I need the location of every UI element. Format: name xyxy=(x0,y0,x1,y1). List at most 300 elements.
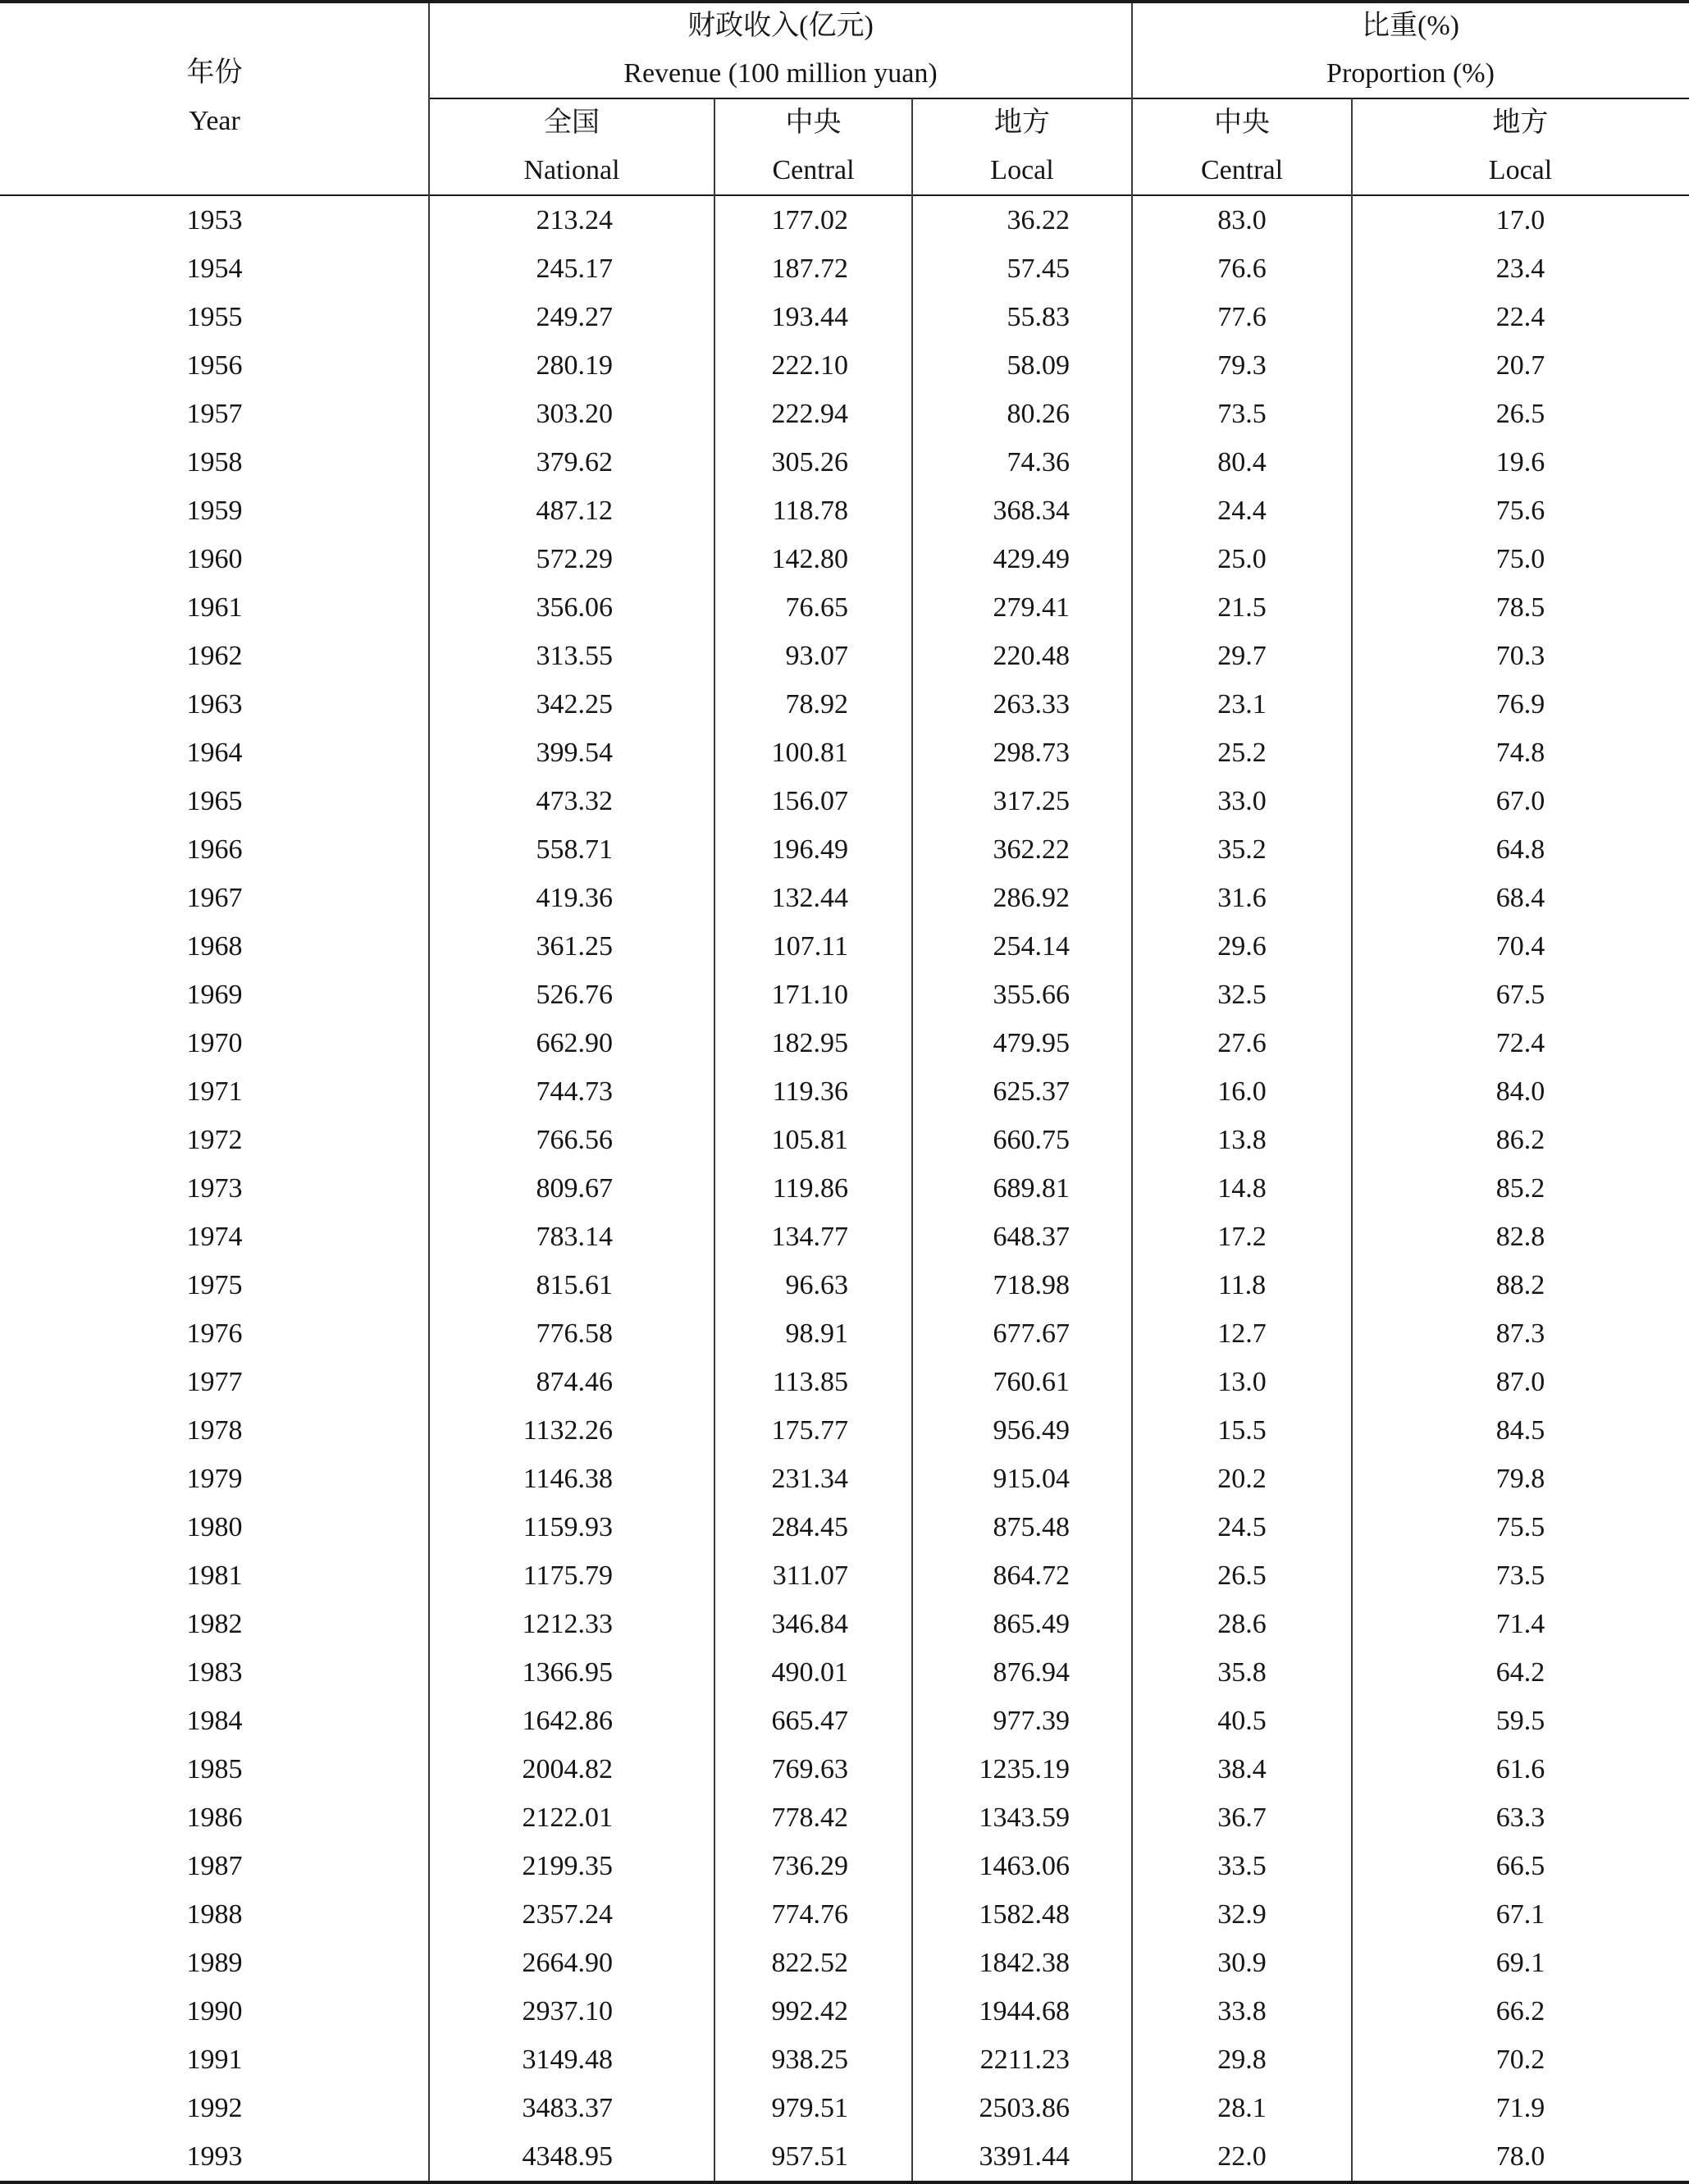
table-row xyxy=(0,293,1689,341)
table-row xyxy=(0,1503,1689,1551)
local-revenue-cell: 1582.48 xyxy=(979,1899,1070,1930)
local-revenue-cell: 875.48 xyxy=(993,1512,1070,1542)
local-revenue-cell: 429.49 xyxy=(993,544,1070,574)
year-cell: 1971 xyxy=(186,1076,243,1107)
year-cell: 1978 xyxy=(186,1415,243,1446)
table-row xyxy=(0,874,1689,922)
national-header-en: National xyxy=(523,155,620,185)
central-proportion-cell: 40.5 xyxy=(1217,1706,1267,1736)
table-row xyxy=(0,1697,1689,1745)
table-row xyxy=(0,1455,1689,1503)
local-proportion-cell: 70.3 xyxy=(1495,641,1545,671)
local-proportion-cell: 75.6 xyxy=(1495,496,1545,526)
national-revenue-cell: 249.27 xyxy=(536,302,613,332)
year-cell: 1990 xyxy=(186,1996,243,2026)
year-cell: 1959 xyxy=(186,496,243,526)
local-revenue-cell: 279.41 xyxy=(993,592,1070,623)
central-revenue-cell: 171.10 xyxy=(771,980,848,1010)
year-cell: 1957 xyxy=(186,399,243,429)
local-revenue-cell: 689.81 xyxy=(993,1173,1070,1204)
central-revenue-cell: 96.63 xyxy=(785,1270,848,1300)
central-revenue-cell: 107.11 xyxy=(772,931,848,962)
year-cell: 1976 xyxy=(186,1318,243,1349)
table-bottom-rule xyxy=(0,2181,1689,2184)
central-proportion-cell: 33.5 xyxy=(1217,1851,1267,1881)
central-proportion-cell: 33.8 xyxy=(1217,1996,1267,2026)
table-row xyxy=(0,2084,1689,2132)
central-revenue-cell: 778.42 xyxy=(771,1802,848,1833)
central-revenue-cell: 119.36 xyxy=(772,1076,848,1107)
local-revenue-cell: 55.83 xyxy=(1007,302,1070,332)
year-cell: 1953 xyxy=(186,205,243,235)
table-row xyxy=(0,1648,1689,1697)
national-revenue-cell: 3483.37 xyxy=(522,2093,613,2123)
table-row xyxy=(0,1842,1689,1890)
local-revenue-cell: 254.14 xyxy=(993,931,1070,962)
table-row xyxy=(0,1116,1689,1164)
local-revenue-cell: 760.61 xyxy=(993,1367,1070,1397)
year-cell: 1970 xyxy=(186,1028,243,1058)
national-revenue-cell: 399.54 xyxy=(536,738,613,768)
central-proportion-cell: 13.8 xyxy=(1217,1125,1267,1155)
central-revenue-cell: 992.42 xyxy=(771,1996,848,2026)
local-proportion-cell: 84.5 xyxy=(1495,1415,1545,1446)
table-row xyxy=(0,2132,1689,2181)
national-revenue-cell: 776.58 xyxy=(536,1318,613,1349)
local-revenue-cell: 625.37 xyxy=(993,1076,1070,1107)
central-header-zh: 中央 xyxy=(785,107,842,138)
central-revenue-cell: 490.01 xyxy=(771,1657,848,1688)
table-row xyxy=(0,2036,1689,2084)
local-proportion-cell: 76.9 xyxy=(1495,689,1545,720)
local-proportion-cell: 78.5 xyxy=(1495,592,1545,623)
table-row xyxy=(0,825,1689,874)
central-proportion-cell: 35.2 xyxy=(1217,834,1267,865)
national-revenue-cell: 419.36 xyxy=(536,883,613,913)
local-revenue-cell: 2211.23 xyxy=(979,2045,1070,2075)
national-revenue-cell: 303.20 xyxy=(536,399,613,429)
table-row xyxy=(0,729,1689,777)
table-row xyxy=(0,1213,1689,1261)
central-revenue-cell: 132.44 xyxy=(771,883,848,913)
table-row xyxy=(0,1600,1689,1648)
table-row xyxy=(0,1406,1689,1455)
table-row xyxy=(0,1309,1689,1358)
local-header-en: Local xyxy=(990,155,1054,185)
central-proportion-cell: 79.3 xyxy=(1217,350,1267,381)
central-revenue-cell: 938.25 xyxy=(771,2045,848,2075)
national-revenue-cell: 473.32 xyxy=(536,786,613,816)
year-cell: 1956 xyxy=(186,350,243,381)
national-revenue-cell: 313.55 xyxy=(536,641,613,671)
central-revenue-cell: 177.02 xyxy=(771,205,848,235)
national-revenue-cell: 1212.33 xyxy=(522,1609,613,1639)
local-proportion-cell: 70.2 xyxy=(1495,2045,1545,2075)
local-revenue-cell: 80.26 xyxy=(1007,399,1070,429)
central-revenue-cell: 193.44 xyxy=(771,302,848,332)
central-header-en: Central xyxy=(772,155,855,185)
local-proportion-cell: 67.0 xyxy=(1495,786,1545,816)
central-proportion-cell: 76.6 xyxy=(1217,254,1267,284)
year-header-zh: 年份 xyxy=(186,57,243,88)
table-row xyxy=(0,1358,1689,1406)
central-proportion-cell: 28.6 xyxy=(1217,1609,1267,1639)
local-proportion-cell: 66.5 xyxy=(1495,1851,1545,1881)
local-revenue-cell: 1944.68 xyxy=(979,1996,1070,2026)
year-header-en: Year xyxy=(189,106,240,136)
proportion-group-header-zh: 比重(%) xyxy=(1362,11,1459,41)
central-proportion-cell: 32.5 xyxy=(1217,980,1267,1010)
year-cell: 1986 xyxy=(186,1802,243,1833)
central-proportion-cell: 27.6 xyxy=(1217,1028,1267,1058)
year-cell: 1983 xyxy=(186,1657,243,1688)
year-cell: 1991 xyxy=(186,2045,243,2075)
central-proportion-cell: 32.9 xyxy=(1217,1899,1267,1930)
year-cell: 1954 xyxy=(186,254,243,284)
year-cell: 1992 xyxy=(186,2093,243,2123)
central-revenue-cell: 98.91 xyxy=(785,1318,848,1349)
year-cell: 1961 xyxy=(186,592,243,623)
local-proportion-cell: 84.0 xyxy=(1495,1076,1545,1107)
year-cell: 1993 xyxy=(186,2141,243,2172)
local-proportion-cell: 88.2 xyxy=(1495,1270,1545,1300)
national-revenue-cell: 1175.79 xyxy=(523,1560,613,1591)
national-revenue-cell: 342.25 xyxy=(536,689,613,720)
central-proportion-cell: 22.0 xyxy=(1217,2141,1267,2172)
year-cell: 1981 xyxy=(186,1560,243,1591)
local-proportion-cell: 82.8 xyxy=(1495,1222,1545,1252)
local-revenue-cell: 876.94 xyxy=(993,1657,1070,1688)
central-proportion-cell: 24.5 xyxy=(1217,1512,1267,1542)
table-row xyxy=(0,922,1689,971)
local-proportion-cell: 70.4 xyxy=(1495,931,1545,962)
year-cell: 1975 xyxy=(186,1270,243,1300)
central-revenue-cell: 119.86 xyxy=(772,1173,848,1204)
revenue-group-header-en: Revenue (100 million yuan) xyxy=(623,58,938,89)
central-revenue-cell: 78.92 xyxy=(785,689,848,720)
national-revenue-cell: 766.56 xyxy=(536,1125,613,1155)
local-revenue-cell: 57.45 xyxy=(1007,254,1070,284)
year-cell: 1985 xyxy=(186,1754,243,1784)
local-proportion-cell: 59.5 xyxy=(1495,1706,1545,1736)
proportion-group-header-en: Proportion (%) xyxy=(1326,58,1495,89)
central-revenue-cell: 93.07 xyxy=(785,641,848,671)
central-proportion-cell: 30.9 xyxy=(1217,1948,1267,1978)
local-proportion-cell: 17.0 xyxy=(1495,205,1545,235)
national-revenue-cell: 572.29 xyxy=(536,544,613,574)
national-revenue-cell: 2199.35 xyxy=(522,1851,613,1881)
central-revenue-cell: 305.26 xyxy=(771,447,848,477)
national-revenue-cell: 1366.95 xyxy=(522,1657,613,1688)
table-row xyxy=(0,1745,1689,1793)
central-revenue-cell: 222.94 xyxy=(771,399,848,429)
year-cell: 1960 xyxy=(186,544,243,574)
local-proportion-cell: 78.0 xyxy=(1495,2141,1545,2172)
local-proportion-cell: 69.1 xyxy=(1495,1948,1545,1978)
table-row xyxy=(0,487,1689,535)
national-revenue-cell: 245.17 xyxy=(536,254,613,284)
national-revenue-cell: 487.12 xyxy=(536,496,613,526)
table-row xyxy=(0,583,1689,632)
central-proportion-cell: 25.0 xyxy=(1217,544,1267,574)
local-revenue-cell: 220.48 xyxy=(993,641,1070,671)
local-revenue-cell: 915.04 xyxy=(993,1464,1070,1494)
local-proportion-cell: 68.4 xyxy=(1495,883,1545,913)
year-cell: 1980 xyxy=(186,1512,243,1542)
local-proportion-cell: 85.2 xyxy=(1495,1173,1545,1204)
local-revenue-cell: 1463.06 xyxy=(979,1851,1070,1881)
central-revenue-cell: 134.77 xyxy=(771,1222,848,1252)
year-cell: 1987 xyxy=(186,1851,243,1881)
year-cell: 1973 xyxy=(186,1173,243,1204)
national-revenue-cell: 558.71 xyxy=(536,834,613,865)
central-revenue-cell: 231.34 xyxy=(771,1464,848,1494)
local-proportion-cell: 23.4 xyxy=(1495,254,1545,284)
national-revenue-cell: 1642.86 xyxy=(522,1706,613,1736)
central-proportion-cell: 25.2 xyxy=(1217,738,1267,768)
local-revenue-cell: 355.66 xyxy=(993,980,1070,1010)
table-row xyxy=(0,341,1689,390)
proportion-central-header-en: Central xyxy=(1200,155,1284,185)
local-proportion-cell: 63.3 xyxy=(1495,1802,1545,1833)
year-cell: 1958 xyxy=(186,447,243,477)
local-proportion-cell: 87.3 xyxy=(1495,1318,1545,1349)
national-revenue-cell: 2004.82 xyxy=(522,1754,613,1784)
year-cell: 1984 xyxy=(186,1706,243,1736)
central-revenue-cell: 142.80 xyxy=(771,544,848,574)
year-cell: 1963 xyxy=(186,689,243,720)
national-revenue-cell: 2937.10 xyxy=(522,1996,613,2026)
year-cell: 1974 xyxy=(186,1222,243,1252)
national-revenue-cell: 379.62 xyxy=(536,447,613,477)
table-row xyxy=(0,196,1689,244)
central-revenue-cell: 100.81 xyxy=(771,738,848,768)
central-revenue-cell: 736.29 xyxy=(771,1851,848,1881)
year-cell: 1977 xyxy=(186,1367,243,1397)
year-cell: 1988 xyxy=(186,1899,243,1930)
table-row xyxy=(0,390,1689,438)
table-row xyxy=(0,1067,1689,1116)
national-revenue-cell: 4348.95 xyxy=(522,2141,613,2172)
local-revenue-cell: 660.75 xyxy=(993,1125,1070,1155)
central-revenue-cell: 979.51 xyxy=(771,2093,848,2123)
central-proportion-cell: 21.5 xyxy=(1217,592,1267,623)
central-revenue-cell: 156.07 xyxy=(771,786,848,816)
local-proportion-cell: 67.1 xyxy=(1495,1899,1545,1930)
revenue-group-header-zh: 财政收入(亿元) xyxy=(687,11,874,41)
national-revenue-cell: 815.61 xyxy=(536,1270,613,1300)
central-proportion-cell: 31.6 xyxy=(1217,883,1267,913)
central-proportion-cell: 29.6 xyxy=(1217,931,1267,962)
central-revenue-cell: 222.10 xyxy=(771,350,848,381)
local-proportion-cell: 87.0 xyxy=(1495,1367,1545,1397)
national-revenue-cell: 2664.90 xyxy=(522,1948,613,1978)
year-cell: 1968 xyxy=(186,931,243,962)
central-proportion-cell: 23.1 xyxy=(1217,689,1267,720)
central-revenue-cell: 113.85 xyxy=(772,1367,848,1397)
national-revenue-cell: 280.19 xyxy=(536,350,613,381)
local-revenue-cell: 864.72 xyxy=(993,1560,1070,1591)
proportion-local-header-en: Local xyxy=(1488,155,1553,185)
local-revenue-cell: 58.09 xyxy=(1007,350,1070,381)
table-row xyxy=(0,1019,1689,1067)
central-proportion-cell: 14.8 xyxy=(1217,1173,1267,1204)
central-proportion-cell: 15.5 xyxy=(1217,1415,1267,1446)
local-revenue-cell: 286.92 xyxy=(993,883,1070,913)
local-proportion-cell: 22.4 xyxy=(1495,302,1545,332)
local-proportion-cell: 26.5 xyxy=(1495,399,1545,429)
local-revenue-cell: 1235.19 xyxy=(979,1754,1070,1784)
central-revenue-cell: 957.51 xyxy=(771,2141,848,2172)
year-cell: 1972 xyxy=(186,1125,243,1155)
national-revenue-cell: 526.76 xyxy=(536,980,613,1010)
table-row xyxy=(0,535,1689,583)
local-revenue-cell: 1343.59 xyxy=(979,1802,1070,1833)
central-proportion-cell: 11.8 xyxy=(1217,1270,1267,1300)
central-proportion-cell: 24.4 xyxy=(1217,496,1267,526)
central-proportion-cell: 36.7 xyxy=(1217,1802,1267,1833)
national-revenue-cell: 1159.93 xyxy=(523,1512,613,1542)
local-proportion-cell: 19.6 xyxy=(1495,447,1545,477)
local-proportion-cell: 20.7 xyxy=(1495,350,1545,381)
table-row xyxy=(0,1164,1689,1213)
local-revenue-cell: 298.73 xyxy=(993,738,1070,768)
table-row xyxy=(0,777,1689,825)
national-revenue-cell: 662.90 xyxy=(536,1028,613,1058)
local-proportion-cell: 79.8 xyxy=(1495,1464,1545,1494)
local-revenue-cell: 479.95 xyxy=(993,1028,1070,1058)
central-proportion-cell: 35.8 xyxy=(1217,1657,1267,1688)
central-revenue-cell: 769.63 xyxy=(771,1754,848,1784)
table-row xyxy=(0,1793,1689,1842)
central-proportion-cell: 29.8 xyxy=(1217,2045,1267,2075)
national-header-zh: 全国 xyxy=(544,107,600,138)
central-proportion-cell: 77.6 xyxy=(1217,302,1267,332)
national-revenue-cell: 361.25 xyxy=(536,931,613,962)
year-cell: 1967 xyxy=(186,883,243,913)
central-revenue-cell: 284.45 xyxy=(771,1512,848,1542)
table-row xyxy=(0,438,1689,487)
central-revenue-cell: 105.81 xyxy=(771,1125,848,1155)
table-row xyxy=(0,244,1689,293)
local-revenue-cell: 1842.38 xyxy=(979,1948,1070,1978)
central-revenue-cell: 665.47 xyxy=(771,1706,848,1736)
national-revenue-cell: 2357.24 xyxy=(522,1899,613,1930)
central-revenue-cell: 76.65 xyxy=(785,592,848,623)
central-proportion-cell: 20.2 xyxy=(1217,1464,1267,1494)
central-proportion-cell: 33.0 xyxy=(1217,786,1267,816)
central-proportion-cell: 16.0 xyxy=(1217,1076,1267,1107)
year-cell: 1964 xyxy=(186,738,243,768)
central-revenue-cell: 118.78 xyxy=(772,496,848,526)
table-row xyxy=(0,1261,1689,1309)
local-revenue-cell: 718.98 xyxy=(993,1270,1070,1300)
year-cell: 1962 xyxy=(186,641,243,671)
central-proportion-cell: 38.4 xyxy=(1217,1754,1267,1784)
table-row xyxy=(0,1939,1689,1987)
local-revenue-cell: 2503.86 xyxy=(979,2093,1070,2123)
local-proportion-cell: 71.4 xyxy=(1495,1609,1545,1639)
proportion-local-header-zh: 地方 xyxy=(1492,107,1549,138)
table-row xyxy=(0,680,1689,729)
central-proportion-cell: 80.4 xyxy=(1217,447,1267,477)
local-revenue-cell: 317.25 xyxy=(993,786,1070,816)
national-revenue-cell: 2122.01 xyxy=(522,1802,613,1833)
national-revenue-cell: 809.67 xyxy=(536,1173,613,1204)
local-proportion-cell: 64.2 xyxy=(1495,1657,1545,1688)
year-cell: 1966 xyxy=(186,834,243,865)
national-revenue-cell: 783.14 xyxy=(536,1222,613,1252)
central-revenue-cell: 822.52 xyxy=(771,1948,848,1978)
local-proportion-cell: 71.9 xyxy=(1495,2093,1545,2123)
national-revenue-cell: 1132.26 xyxy=(523,1415,613,1446)
local-proportion-cell: 75.0 xyxy=(1495,544,1545,574)
local-revenue-cell: 956.49 xyxy=(993,1415,1070,1446)
local-revenue-cell: 648.37 xyxy=(993,1222,1070,1252)
year-cell: 1969 xyxy=(186,980,243,1010)
table-row xyxy=(0,1551,1689,1600)
table-row xyxy=(0,1987,1689,2036)
central-revenue-cell: 182.95 xyxy=(771,1028,848,1058)
national-revenue-cell: 356.06 xyxy=(536,592,613,623)
year-cell: 1989 xyxy=(186,1948,243,1978)
local-revenue-cell: 3391.44 xyxy=(979,2141,1070,2172)
local-proportion-cell: 61.6 xyxy=(1495,1754,1545,1784)
local-proportion-cell: 74.8 xyxy=(1495,738,1545,768)
local-proportion-cell: 64.8 xyxy=(1495,834,1545,865)
national-revenue-cell: 3149.48 xyxy=(522,2045,613,2075)
local-proportion-cell: 72.4 xyxy=(1495,1028,1545,1058)
table-row xyxy=(0,971,1689,1019)
local-proportion-cell: 73.5 xyxy=(1495,1560,1545,1591)
local-revenue-cell: 263.33 xyxy=(993,689,1070,720)
central-proportion-cell: 73.5 xyxy=(1217,399,1267,429)
central-revenue-cell: 774.76 xyxy=(771,1899,848,1930)
local-revenue-cell: 362.22 xyxy=(993,834,1070,865)
local-revenue-cell: 677.67 xyxy=(993,1318,1070,1349)
table-row xyxy=(0,632,1689,680)
national-revenue-cell: 213.24 xyxy=(536,205,613,235)
local-revenue-cell: 36.22 xyxy=(1007,205,1070,235)
local-proportion-cell: 86.2 xyxy=(1495,1125,1545,1155)
local-proportion-cell: 67.5 xyxy=(1495,980,1545,1010)
local-revenue-cell: 74.36 xyxy=(1007,447,1070,477)
central-revenue-cell: 311.07 xyxy=(772,1560,848,1591)
local-header-zh: 地方 xyxy=(994,107,1050,138)
central-proportion-cell: 12.7 xyxy=(1217,1318,1267,1349)
national-revenue-cell: 744.73 xyxy=(536,1076,613,1107)
central-proportion-cell: 17.2 xyxy=(1217,1222,1267,1252)
year-cell: 1982 xyxy=(186,1609,243,1639)
central-proportion-cell: 13.0 xyxy=(1217,1367,1267,1397)
proportion-central-header-zh: 中央 xyxy=(1214,107,1270,138)
central-proportion-cell: 26.5 xyxy=(1217,1560,1267,1591)
local-revenue-cell: 865.49 xyxy=(993,1609,1070,1639)
central-revenue-cell: 175.77 xyxy=(771,1415,848,1446)
table-row xyxy=(0,1890,1689,1939)
national-revenue-cell: 874.46 xyxy=(536,1367,613,1397)
central-proportion-cell: 29.7 xyxy=(1217,641,1267,671)
year-cell: 1979 xyxy=(186,1464,243,1494)
central-revenue-cell: 196.49 xyxy=(771,834,848,865)
local-proportion-cell: 75.5 xyxy=(1495,1512,1545,1542)
local-revenue-cell: 368.34 xyxy=(993,496,1070,526)
central-proportion-cell: 28.1 xyxy=(1217,2093,1267,2123)
local-proportion-cell: 66.2 xyxy=(1495,1996,1545,2026)
central-proportion-cell: 83.0 xyxy=(1217,205,1267,235)
central-revenue-cell: 346.84 xyxy=(771,1609,848,1639)
year-cell: 1955 xyxy=(186,302,243,332)
